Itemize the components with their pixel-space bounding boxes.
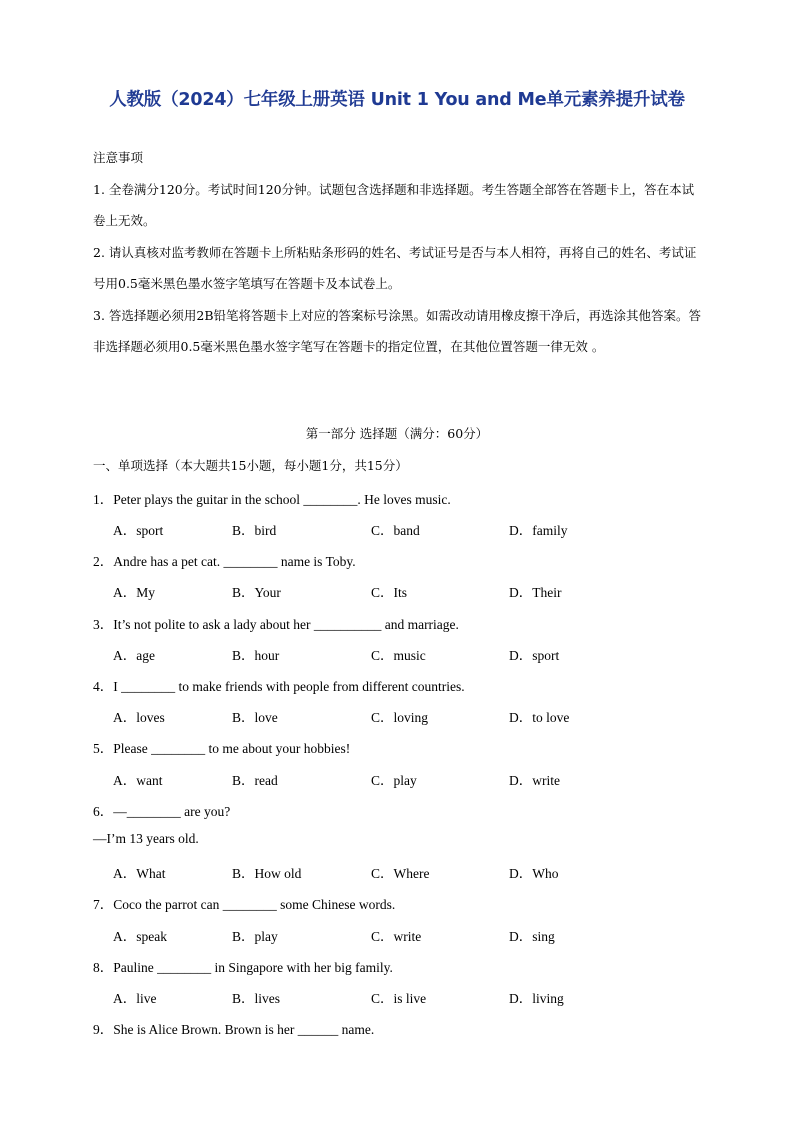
question-7-stem: 7．Coco the parrot can ________ some Chinese words. xyxy=(93,897,396,912)
q8-option-d: D．living xyxy=(509,991,564,1006)
question-6-dialogue: —I’m 13 years old. xyxy=(93,831,199,846)
q1-option-d: D．family xyxy=(509,523,568,538)
question-2-stem: 2．Andre has a pet cat. ________ name is Toby. xyxy=(93,554,356,569)
q8-option-b: B．lives xyxy=(232,991,281,1006)
notice-block xyxy=(93,142,705,363)
q7-option-a: A．speak xyxy=(113,929,167,944)
q2-option-a: A．My xyxy=(113,585,156,600)
page-title: 人教版（2024）七年级上册英语 Unit 1 You and Me单元素养提升试卷 xyxy=(109,90,685,110)
section-title: 第一部分 选择题（满分：60分） xyxy=(305,426,489,441)
q4-option-c: C．loving xyxy=(371,710,429,725)
q5-option-b: B．read xyxy=(232,773,278,788)
q3-option-c: C．music xyxy=(371,648,426,663)
q1-option-b: B．bird xyxy=(232,523,277,538)
q5-option-a: A．want xyxy=(113,773,163,788)
q2-option-b: B．Your xyxy=(232,585,281,600)
q1-option-a: A．sport xyxy=(113,523,164,538)
q1-option-c: C．band xyxy=(371,523,420,538)
q6-option-d: D．Who xyxy=(509,866,559,881)
notice-heading: 注意事项 xyxy=(93,150,144,165)
q6-option-a: A．What xyxy=(113,866,166,881)
q2-option-d: D．Their xyxy=(509,585,562,600)
q7-option-d: D．sing xyxy=(509,929,555,944)
subsection-title: 一、单项选择（本大题共15小题，每小题1分，共15分） xyxy=(93,458,408,473)
q3-option-a: A．age xyxy=(113,648,155,663)
q3-option-d: D．sport xyxy=(509,648,560,663)
question-8-stem: 8．Pauline ________ in Singapore with her big family. xyxy=(93,960,393,975)
notice-item-3: 3. 答选择题必须用2B铅笔将答题卡上对应的答案标号涂黑。如需改动请用橡皮擦干净后，再选涂其他答案。答非选择题必须用0.5毫米黑色墨水签字笔写在答题卡的指定位置，在其他位置答题一律无效 。 xyxy=(93,307,702,354)
question-3-stem: 3．It’s not polite to ask a lady about her __________ and marriage. xyxy=(93,617,459,632)
q4-option-b: B．love xyxy=(232,710,278,725)
q8-option-a: A．live xyxy=(113,991,157,1006)
q7-option-b: B．play xyxy=(232,929,278,944)
question-6-stem: 6．—________ are you? xyxy=(93,804,231,819)
q2-option-c: C．Its xyxy=(371,585,408,600)
q4-option-d: D．to love xyxy=(509,710,570,725)
q7-option-c: C．write xyxy=(371,929,422,944)
notice-item-2: 2. 请认真核对监考教师在答题卡上所粘贴条形码的姓名、考试证号是否与本人相符，再将自己的姓名、考试证号用0.5毫米黑色墨水签字笔填写在答题卡及本试卷上。 xyxy=(93,244,697,291)
question-4-stem: 4．I ________ to make friends with people from different countries. xyxy=(93,679,465,694)
notice-item-1: 1. 全卷满分120分。考试时间120分钟。试题包含选择题和非选择题。考生答题全部答在答题卡上，答在本试卷上无效。 xyxy=(93,181,695,228)
question-5-stem: 5．Please ________ to me about your hobbies! xyxy=(93,741,351,756)
q6-option-c: C．Where xyxy=(371,866,430,881)
q6-option-b: B．How old xyxy=(232,866,302,881)
q5-option-d: D．write xyxy=(509,773,560,788)
question-9-stem: 9．She is Alice Brown. Brown is her ______ name. xyxy=(93,1022,375,1037)
q3-option-b: B．hour xyxy=(232,648,280,663)
q4-option-a: A．loves xyxy=(113,710,165,725)
q8-option-c: C．is live xyxy=(371,991,427,1006)
q5-option-c: C．play xyxy=(371,773,417,788)
question-1-stem: 1．Peter plays the guitar in the school ________. He loves music. xyxy=(93,492,451,507)
